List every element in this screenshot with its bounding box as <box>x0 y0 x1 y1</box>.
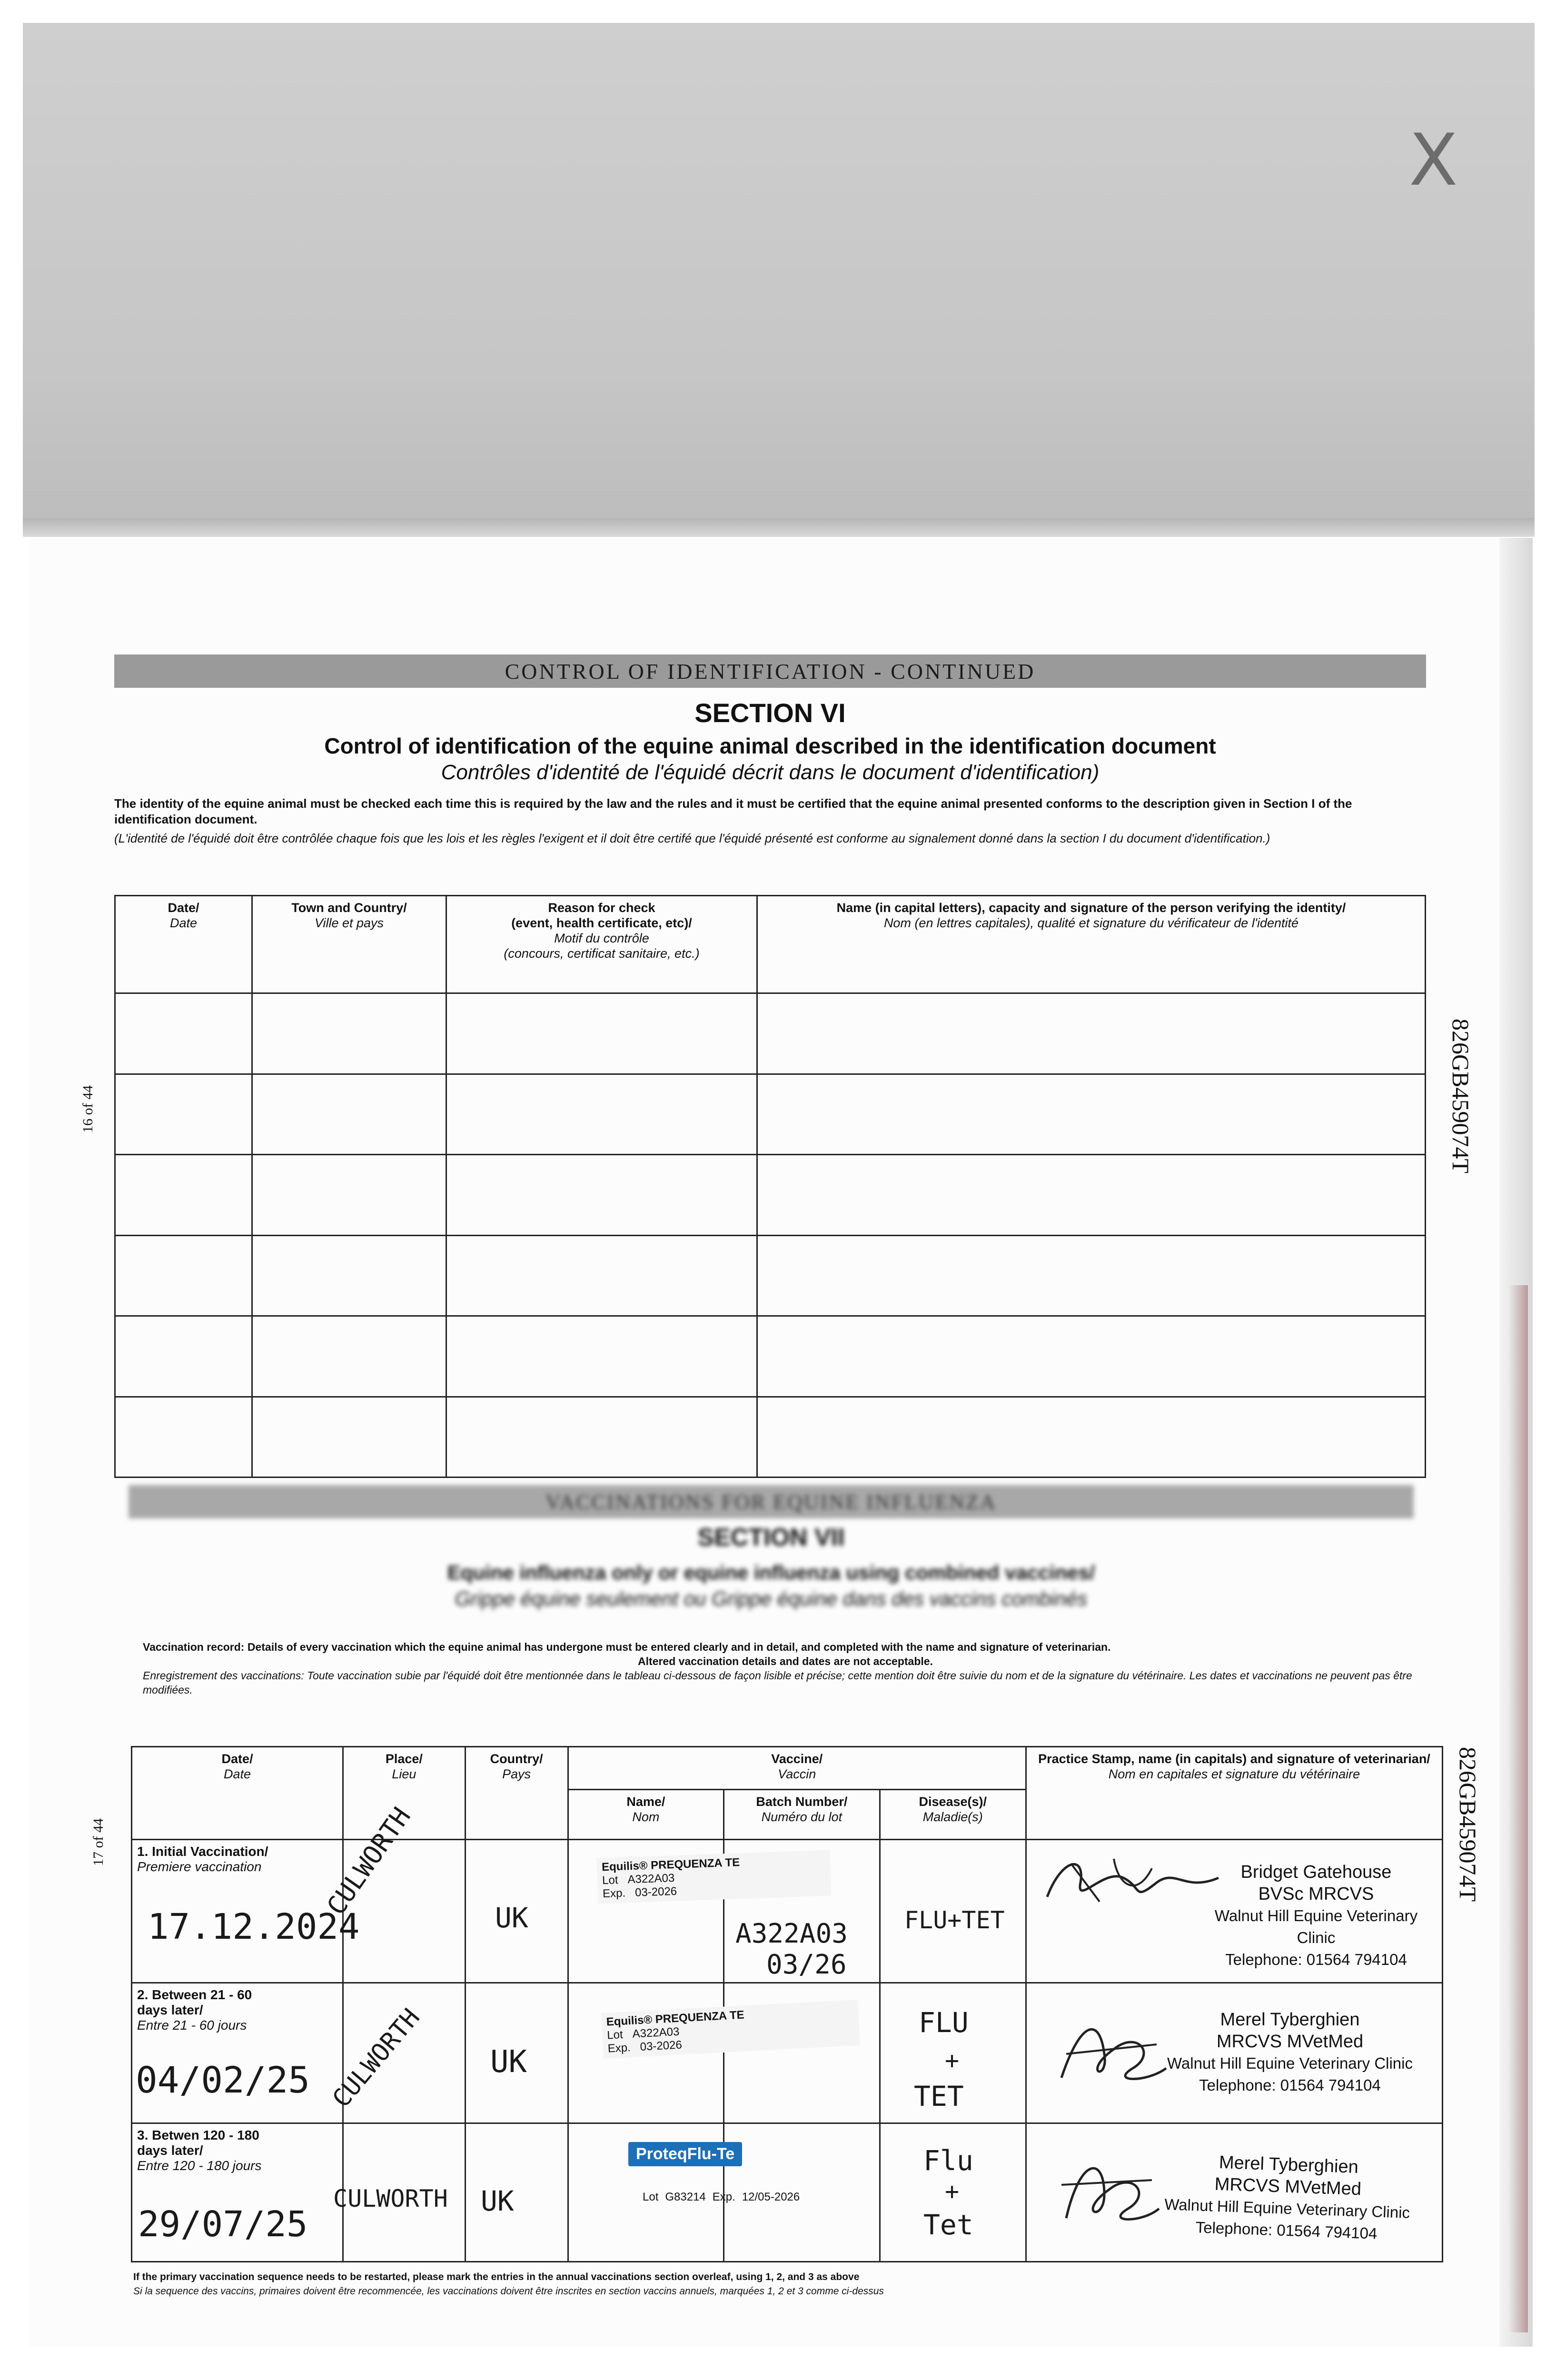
vaccination-row-3: 3. Betwen 120 - 180 days later/ Entre 120 - 180 jours <box>132 2123 1443 2262</box>
doc-id-top: 826GB459074T <box>1447 1019 1474 1173</box>
col-date: Date/ Date <box>115 896 252 993</box>
page-number-17: 17 of 44 <box>90 1818 106 1866</box>
col-practice-stamp: Practice Stamp, name (in capitals) and signature of veterinarian/ Nom en capitales et signature du vétérinaire <box>1026 1747 1442 1840</box>
col-disease: Disease(s)/ Maladie(s) <box>880 1790 1026 1840</box>
section7-heading: SECTION VII <box>697 1524 845 1551</box>
row3-disease: Flu <box>923 2144 973 2177</box>
section7-title: Equine influenza only or equine influenza using combined vaccines/ <box>447 1561 1095 1584</box>
vaccination-row-2: 2. Between 21 - 60 days later/ Entre 21 - 60 jours <box>132 1983 1443 2123</box>
identity-check-table <box>114 895 1426 1478</box>
col-verifier: Name (in capital letters), capacity and signature of the person verifying the identity/ Nom (en lettres capitales), qualité et signature du vérificateur de l'identité <box>757 896 1426 993</box>
table-row <box>115 993 1426 1074</box>
row2-label: 2. Between 21 - 60 <box>137 1987 252 2002</box>
col-town-country: Town and Country/ Ville et pays <box>252 896 446 993</box>
row3-place: CULWORTH <box>333 2185 448 2212</box>
row1-date: 17.12.2024 <box>148 1906 360 1947</box>
section6-title-fr: Contrôles d'identité de l'équidé décrit dans le document d'identification) <box>441 761 1100 784</box>
section6-title: Control of identification of the equine animal described in the identification document <box>324 734 1216 758</box>
table-row <box>115 1074 1426 1155</box>
row2-vet-stamp: Merel Tyberghien MRCVS MVetMed Walnut Hill Equine Veterinary Clinic Telephone: 01564 794104 <box>1167 2010 1413 2094</box>
footnote-fr: Si la sequence des vaccins, primaires doivent être recommencée, les vaccinations doivent être inscrites en section vaccins annuels, marquées 1, 2 et 3 comme ci-dessus <box>133 2286 884 2297</box>
row1-place: CULWORTH <box>321 1802 416 1921</box>
row2-country: UK <box>490 2044 527 2080</box>
section7-title-fr: Grippe équine seulement ou Grippe équine dans des vaccins combinés <box>455 1587 1088 1610</box>
section6-note-fr: (L'identité de l'équidé doit être contrôlée chaque fois que les lois et les règles l'exigent et il doit être certifé que l'équidé présenté est conforme au signalement donné dans la section I du document d'identification.) <box>114 831 1270 845</box>
row2-label-fr: Entre 21 - 60 jours <box>137 2017 247 2033</box>
section6-note: The identity of the equine animal must be checked each time this is required by the law and the rules and it must be certified that the equine animal presented conforms to the description given in Section I of the identification document. <box>114 796 1352 826</box>
row3-vaccine-label: ProteqFlu-Te <box>628 2142 742 2166</box>
page-number-16: 16 of 44 <box>80 1085 96 1133</box>
doc-id-bottom: 826GB459074T <box>1455 1747 1481 1902</box>
row3-country: UK <box>481 2185 514 2217</box>
vaccination-record-note: Vaccination record: Details of every vaccination which the equine animal has undergone must be entered clearly and in detail, and completed with the name and signature of veterinarian. Altered vaccination details and dates are not acceptable. Enregistrement des vaccinations: Toute vaccination subie par l'équidé doit être mentionnée dans le tableau ci-dessous de façon lisible et précise; cette mention doit être suivie du nom et de la signature du vétérinaire. Les dates et vaccinations ne peuvent pas être modifiées. <box>143 1641 1412 1696</box>
section7-banner: VACCINATIONS FOR EQUINE INFLUENZA <box>129 1485 1414 1518</box>
table-row <box>115 1235 1426 1316</box>
row3-vaccine-details: Lot G83214 Exp. 12/05-2026 <box>643 2191 800 2203</box>
x-mark: X <box>1409 119 1458 202</box>
col-reason: Reason for check (event, health certificate, etc)/ Motif du contrôle (concours, certificat sanitaire, etc.) <box>446 896 757 993</box>
cover-edge <box>23 518 1535 537</box>
row1-country: UK <box>495 1902 528 1934</box>
table-row <box>115 1155 1426 1236</box>
col-vaccine-name: Name/ Nom <box>568 1790 724 1840</box>
row1-label-fr: Premiere vaccination <box>137 1859 262 1874</box>
cover-page <box>23 23 1535 518</box>
table-row <box>115 1397 1426 1478</box>
col-vaccine: Vaccine/ Vaccin <box>568 1747 1026 1790</box>
row1-vet-stamp: Bridget Gatehouse BVSc MRCVS Walnut Hill Equine Veterinary Clinic Telephone: 01564 794104 <box>1214 1862 1418 1968</box>
footnote: If the primary vaccination sequence needs to be restarted, please mark the entries in the annual vaccinations section overleaf, using 1, 2, and 3 as above <box>133 2271 860 2282</box>
col-batch: Batch Number/ Numéro du lot <box>724 1790 880 1840</box>
row1-label: 1. Initial Vaccination/ <box>137 1844 268 1859</box>
section6-heading: SECTION VI <box>694 698 846 728</box>
row1-vaccine-label: Equilis® PREQUENZA TE Lot A322A03 Exp. 03-2026 <box>596 1850 831 1904</box>
col-place: Place/ Lieu <box>343 1747 466 1840</box>
row3-vet-stamp: Merel Tyberghien MRCVS MVetMed Walnut Hill Equine Veterinary Clinic Telephone: 01564 794104 <box>1164 2152 1410 2242</box>
section6-banner: CONTROL OF IDENTIFICATION - CONTINUED <box>114 654 1426 688</box>
row3-label-fr: Entre 120 - 180 jours <box>137 2158 262 2173</box>
row3-date: 29/07/25 <box>138 2204 308 2245</box>
row1-signature-icon <box>1042 1849 1223 1916</box>
row3-label: 3. Betwen 120 - 180 <box>137 2128 259 2143</box>
cover-spine <box>1509 1285 1528 2332</box>
row2-vaccine-label: Equilis® PREQUENZA TE Lot A322A03 Exp. 03-2026 <box>601 2000 860 2059</box>
row2-place: CULWORTH <box>327 2003 426 2113</box>
row1-disease: FLU+TET <box>904 1906 1005 1934</box>
col-country: Country/ Pays <box>465 1747 568 1840</box>
row2-date: 04/02/25 <box>136 2059 310 2101</box>
col-vacc-date: Date/ Date <box>132 1747 343 1840</box>
row1-expiry-handwritten: 03/26 <box>766 1949 847 1980</box>
row1-batch-handwritten: A322A03 <box>735 1918 848 1949</box>
row2-disease: FLU <box>919 2006 969 2039</box>
table-row <box>115 1316 1426 1397</box>
